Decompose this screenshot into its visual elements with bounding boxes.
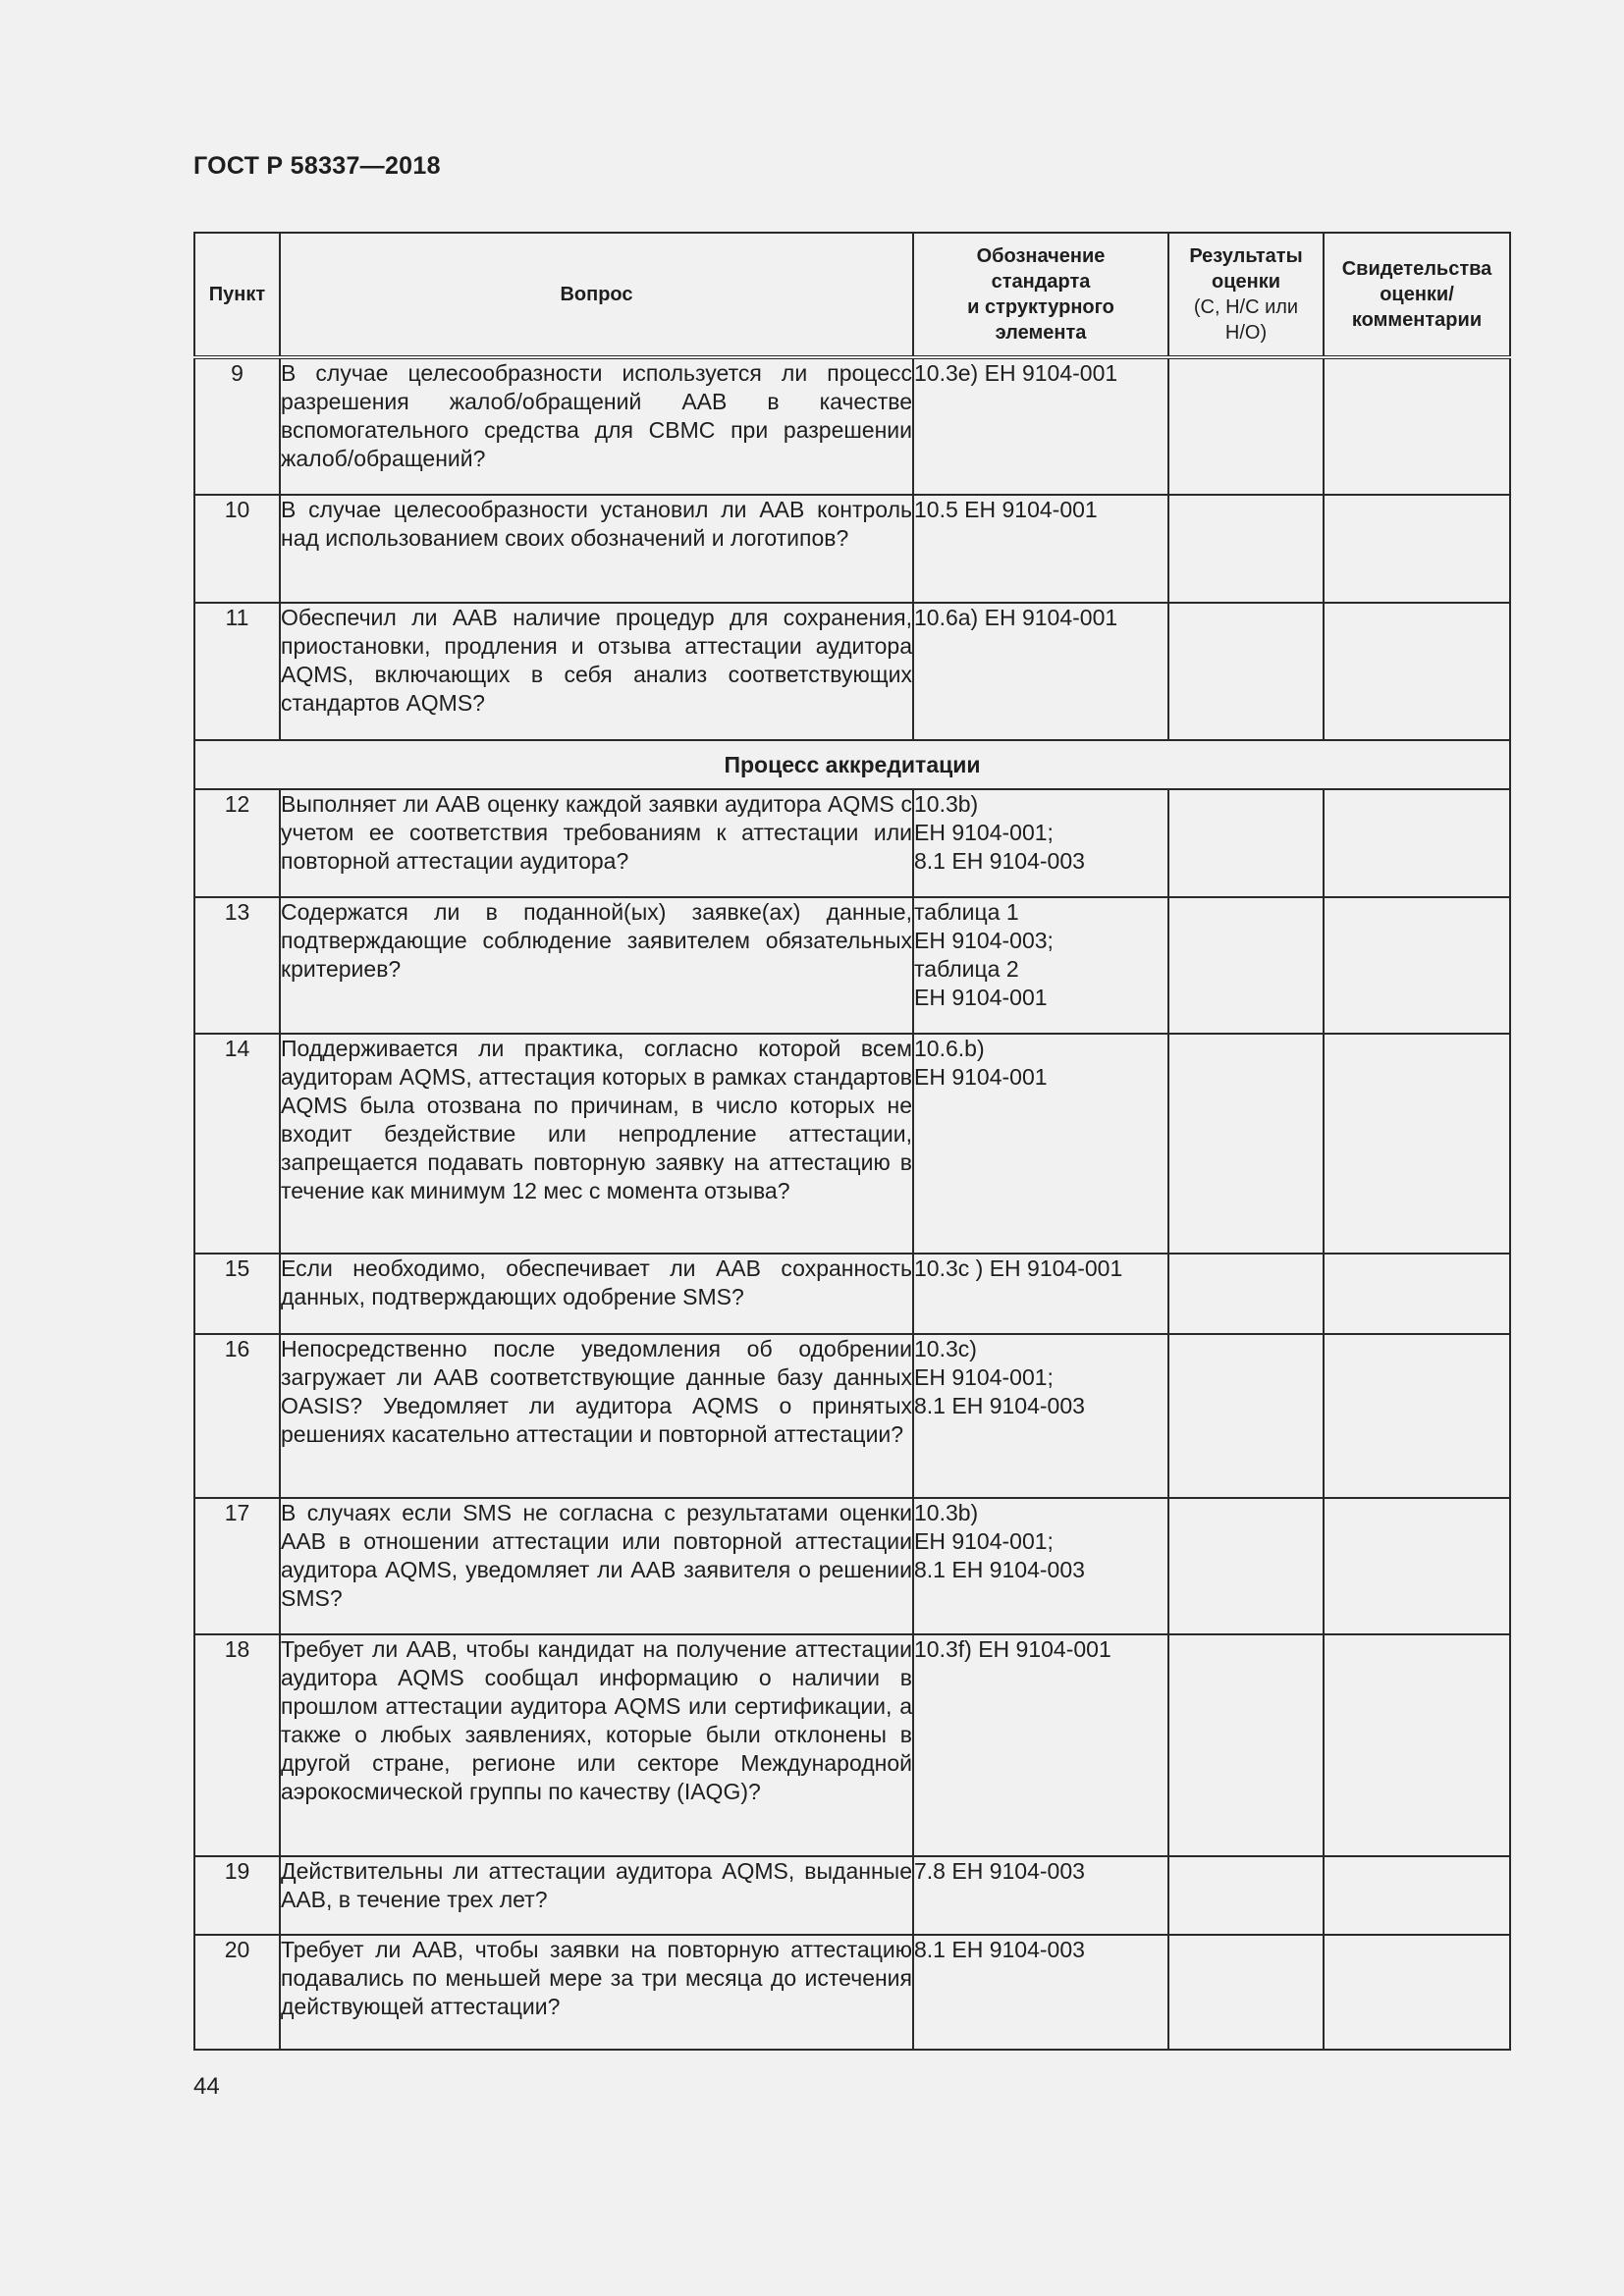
- standard-line: ЕН 9104-001;: [914, 1528, 1054, 1554]
- header-evidence-line: комментарии: [1351, 309, 1483, 331]
- row-result-cell: [1168, 1634, 1324, 1856]
- table-row: [194, 1935, 1510, 2050]
- header-standard-line: и структурного: [967, 296, 1114, 318]
- row-result-cell: [1168, 603, 1324, 740]
- section-title: Процесс аккредитации: [194, 740, 1510, 789]
- row-evidence-cell: [1324, 789, 1510, 897]
- section-row: [194, 740, 1510, 789]
- header-results-line: оценки: [1211, 271, 1281, 293]
- row-result-cell: [1168, 897, 1324, 1034]
- table-row: [194, 1856, 1510, 1935]
- table-row: [194, 1498, 1510, 1634]
- row-number: 18: [194, 1634, 280, 1856]
- standard-line: 10.6.b): [914, 1036, 985, 1061]
- row-standard: [913, 1935, 1168, 2050]
- standard-line: 10.3f) ЕН 9104-001: [914, 1636, 1111, 1662]
- row-question: Требует ли ААВ, чтобы заявки на повторную аттестацию подавались по меньшей мере за три месяца до истечения действующей аттестации?: [280, 1935, 913, 2050]
- table-row: [194, 357, 1510, 495]
- row-number: 12: [194, 789, 280, 897]
- row-standard: [913, 495, 1168, 603]
- row-question: Поддерживается ли практика, согласно которой всем аудиторам AQMS, аттестация которых в рамках стандартов AQMS была отозвана по причинам, в число которых не входит бездействие или непродление аттестации, запрещается подавать повторную заявку на аттестацию в течение как минимум 12 мес с момента отзыва?: [280, 1034, 913, 1254]
- table-row: [194, 1034, 1510, 1254]
- row-standard: [913, 1856, 1168, 1935]
- standard-line: 10.3с ) ЕН 9104-001: [914, 1255, 1123, 1281]
- row-evidence-cell: [1324, 897, 1510, 1034]
- row-question: Если необходимо, обеспечивает ли ААВ сохранность данных, подтверждающих одобрение SMS?: [280, 1254, 913, 1334]
- standard-line: ЕН 9104-001: [914, 985, 1048, 1010]
- row-standard: [913, 357, 1168, 495]
- header-evidence-line: Свидетельства: [1341, 258, 1492, 280]
- table-row: [194, 897, 1510, 1034]
- row-number: 9: [194, 357, 280, 495]
- table-row: [194, 789, 1510, 897]
- row-result-cell: [1168, 1935, 1324, 2050]
- row-result-cell: [1168, 1254, 1324, 1334]
- row-result-cell: [1168, 1498, 1324, 1634]
- row-result-cell: [1168, 1334, 1324, 1498]
- row-number: 15: [194, 1254, 280, 1334]
- header-results-note: (С, Н/С или: [1193, 296, 1299, 318]
- row-evidence-cell: [1324, 603, 1510, 740]
- row-question: В случае целесообразности используется ли процесс разрешения жалоб/обращений ААВ в качестве вспомогательного средства для СВМС при разрешении жалоб/обращений?: [280, 357, 913, 495]
- row-evidence-cell: [1324, 1498, 1510, 1634]
- standard-line: 8.1 ЕН 9104-003: [914, 848, 1085, 874]
- row-standard: [913, 603, 1168, 740]
- row-evidence-cell: [1324, 1254, 1510, 1334]
- row-question: Содержатся ли в поданной(ых) заявке(ах) данные, подтверждающие соблюдение заявителем обязательных критериев?: [280, 897, 913, 1034]
- standard-line: таблица 1: [914, 899, 1019, 925]
- table-row: [194, 1634, 1510, 1856]
- row-question: Обеспечил ли ААВ наличие процедур для сохранения, приостановки, продления и отзыва аттестации аудитора AQMS, включающих в себя анализ соответствующих стандартов AQMS?: [280, 603, 913, 740]
- header-standard-line: элемента: [995, 322, 1087, 344]
- table-row: [194, 1254, 1510, 1334]
- row-question: В случае целесообразности установил ли ААВ контроль над использованием своих обозначений и логотипов?: [280, 495, 913, 603]
- row-standard: [913, 1334, 1168, 1498]
- row-standard: [913, 1034, 1168, 1254]
- row-number: 14: [194, 1034, 280, 1254]
- standard-line: 10.3b): [914, 791, 979, 817]
- header-evidence: [1324, 233, 1510, 357]
- header-standard-line: стандарта: [991, 271, 1091, 293]
- header-results: [1168, 233, 1324, 357]
- row-evidence-cell: [1324, 495, 1510, 603]
- row-number: 10: [194, 495, 280, 603]
- row-result-cell: [1168, 1034, 1324, 1254]
- row-result-cell: [1168, 357, 1324, 495]
- standard-line: 8.1 ЕН 9104-003: [914, 1557, 1085, 1582]
- standard-line: 10.3с): [914, 1336, 977, 1362]
- row-number: 17: [194, 1498, 280, 1634]
- header-standard-line: Обозначение: [976, 245, 1106, 267]
- header-evidence-line: оценки/: [1380, 284, 1454, 305]
- standard-line: 8.1 ЕН 9104-003: [914, 1393, 1085, 1418]
- row-number: 11: [194, 603, 280, 740]
- row-result-cell: [1168, 789, 1324, 897]
- standard-line: 10.3b): [914, 1500, 979, 1525]
- row-question: Выполняет ли ААВ оценку каждой заявки аудитора AQMS с учетом ее соответствия требованиям к аттестации или повторной аттестации аудитора?: [280, 789, 913, 897]
- row-result-cell: [1168, 495, 1324, 603]
- standard-line: 8.1 ЕН 9104-003: [914, 1937, 1085, 1962]
- row-standard: [913, 1498, 1168, 1634]
- row-evidence-cell: [1324, 1935, 1510, 2050]
- row-standard: [913, 897, 1168, 1034]
- header-results-line: Результаты: [1189, 245, 1303, 267]
- row-standard: [913, 789, 1168, 897]
- row-result-cell: [1168, 1856, 1324, 1935]
- standard-line: ЕН 9104-001;: [914, 820, 1054, 845]
- header-item: Пункт: [194, 233, 280, 357]
- row-evidence-cell: [1324, 357, 1510, 495]
- table-row: [194, 603, 1510, 740]
- standard-line: таблица 2: [914, 956, 1019, 982]
- row-question: Непосредственно после уведомления об одобрении загружает ли ААВ соответствующие данные базу данных OASIS? Уведомляет ли аудитора AQMS о принятых решениях касательно аттестации и повторной аттестации?: [280, 1334, 913, 1498]
- header-standard: [913, 233, 1168, 357]
- row-question: В случаях если SMS не согласна с результатами оценки ААВ в отношении аттестации или повторной аттестации аудитора AQMS, уведомляет ли ААВ заявителя о решении SMS?: [280, 1498, 913, 1634]
- standard-line: 10.6а) ЕН 9104-001: [914, 605, 1118, 630]
- header-results-note: Н/О): [1224, 322, 1268, 344]
- table-row: [194, 495, 1510, 603]
- row-evidence-cell: [1324, 1634, 1510, 1856]
- checklist-table: [193, 232, 1511, 2051]
- row-evidence-cell: [1324, 1034, 1510, 1254]
- standard-line: ЕН 9104-003;: [914, 928, 1054, 953]
- table-header-row: [194, 233, 1510, 357]
- row-number: 20: [194, 1935, 280, 2050]
- page-number: 44: [193, 2073, 220, 2100]
- document-header: ГОСТ Р 58337—2018: [193, 152, 441, 180]
- row-standard: [913, 1254, 1168, 1334]
- standard-line: 7.8 ЕН 9104-003: [914, 1858, 1085, 1884]
- row-evidence-cell: [1324, 1856, 1510, 1935]
- header-question: Вопрос: [280, 233, 913, 357]
- standard-line: ЕН 9104-001;: [914, 1364, 1054, 1390]
- row-question: Действительны ли аттестации аудитора AQMS, выданные ААВ, в течение трех лет?: [280, 1856, 913, 1935]
- standard-line: 10.5 ЕН 9104-001: [914, 497, 1098, 522]
- row-number: 13: [194, 897, 280, 1034]
- row-standard: [913, 1634, 1168, 1856]
- standard-line: 10.3е) ЕН 9104-001: [914, 360, 1118, 386]
- table-row: [194, 1334, 1510, 1498]
- row-number: 19: [194, 1856, 280, 1935]
- standard-line: ЕН 9104-001: [914, 1064, 1048, 1090]
- row-question: Требует ли ААВ, чтобы кандидат на получение аттестации аудитора AQMS сообщал информацию о наличии в прошлом аттестации аудитора AQMS или сертификации, а также о любых заявлениях, которые были отклонены в другой стране, регионе или секторе Международной аэрокосмической группы по качеству (IAQG)?: [280, 1634, 913, 1856]
- row-evidence-cell: [1324, 1334, 1510, 1498]
- row-number: 16: [194, 1334, 280, 1498]
